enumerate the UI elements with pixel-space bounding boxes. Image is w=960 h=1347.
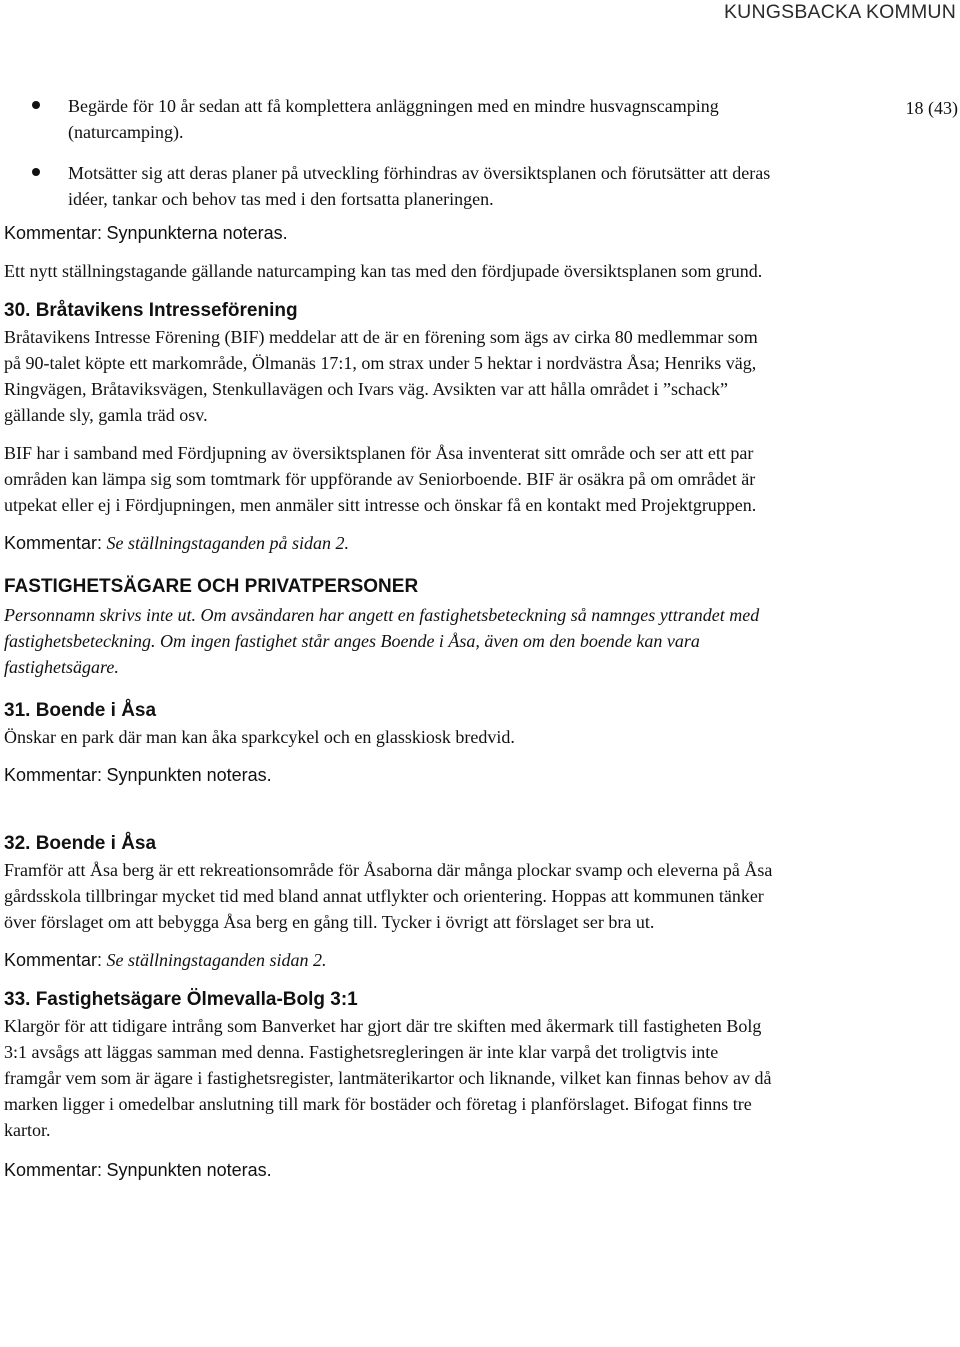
comment-label: Kommentar:	[4, 223, 103, 243]
section-32-paragraph: Framför att Åsa berg är ett rekreationsområde för Åsaborna där många plockar svamp och eleverna på Åsa gårdsskola tillbringar mycket tid med bland annat utflykter och orientering. Hoppas att kommunen tänker över förslaget om att bebygga Åsa berg en gång till. Tycker i övrigt att förslaget ser bra ut.	[4, 860, 773, 932]
group-note: Personnamn skrivs inte ut. Om avsändaren har angett en fastighetsbeteckning så namnges yttrandet med fastighetsbeteckning. Om ingen fastighet står anges Boende i Åsa, även om den boende kan vara fastighetsägare.	[4, 605, 760, 677]
comment-line	[4, 220, 774, 246]
bullet-dot-icon	[32, 168, 40, 176]
group-heading: FASTIGHETSÄGARE OCH PRIVATPERSONER	[4, 576, 419, 597]
section-31-paragraph: Önskar en park där man kan åka sparkcykel och en glasskiosk bredvid.	[4, 727, 515, 747]
bullet-item	[4, 93, 778, 145]
bullet-list	[4, 93, 774, 212]
comment-line	[4, 762, 774, 788]
section-heading-33: 33. Fastighetsägare Ölmevalla-Bolg 3:1	[4, 989, 358, 1010]
section-30-paragraph-2: BIF har i samband med Fördjupning av översiktsplanen för Åsa inventerat sitt område och ser att ett par områden kan lämpa sig som tomtmark för uppförande av Seniorboende. BIF är osäkra på om området är utpekat eller ej i Fördjupningen, men anmäler sitt intresse och önskar få en kontakt med Projektgruppen.	[4, 443, 757, 515]
comment-value: Se ställningstaganden sidan 2.	[106, 950, 327, 970]
section-heading-30: 30. Bråtavikens Intresseförening	[4, 300, 298, 321]
bullet-text: Begärde för 10 år sedan att få komplettera anläggningen med en mindre husvagnscamping (naturcamping).	[68, 96, 719, 142]
document-body	[4, 93, 774, 1183]
comment-value: Se ställningstaganden på sidan 2.	[106, 533, 350, 553]
comment-value: Synpunkten noteras.	[106, 765, 272, 785]
comment-line	[4, 1157, 774, 1183]
bullet-text: Motsätter sig att deras planer på utveckling förhindras av översiktsplanen och förutsätter att deras idéer, tankar och behov tas med i den fortsatta planeringen.	[68, 163, 771, 209]
comment-value: Synpunkten noteras.	[106, 1160, 272, 1180]
intro-paragraph: Ett nytt ställningstagande gällande naturcamping kan tas med den fördjupade översiktsplanen som grund.	[4, 261, 763, 281]
comment-label: Kommentar:	[4, 1160, 103, 1180]
comment-label: Kommentar:	[4, 950, 103, 970]
comment-label: Kommentar:	[4, 533, 103, 553]
comment-line	[4, 947, 774, 973]
organization-header: KUNGSBACKA KOMMUN	[723, 1, 956, 23]
bullet-item	[4, 160, 778, 212]
section-33-paragraph: Klargör för att tidigare intrång som Banverket har gjort där tre skiften med åkermark till fastigheten Bolg 3:1 avsågs att läggas samman med denna. Fastighetsregleringen är inte klar varpå det troligtvis inte framgår vem som är ägare i fastighetsregister, lantmäterikartor och liknande, vilket kan finnas behov av då marken ligger i omedelbar anslutning till mark för bostäder och företag i planförslaget. Bifogat finns tre kartor.	[4, 1016, 772, 1140]
section-30-paragraph-1: Bråtavikens Intresse Förening (BIF) meddelar att de är en förening som ägs av cirka 80 medlemmar som på 90-talet köpte ett markområde, Ölmanäs 17:1, om strax under 5 hektar i nordvästra Åsa; Henriks väg, Ringvägen, Bråtaviksvägen, Stenkullavägen och Ivars väg. Avsikten var att hålla området i ”schack” gällande sly, gamla träd osv.	[4, 327, 758, 425]
comment-value: Synpunkterna noteras.	[106, 223, 288, 243]
bullet-dot-icon	[32, 101, 40, 109]
page-number: 18 (43)	[905, 98, 958, 118]
comment-label: Kommentar:	[4, 765, 103, 785]
comment-line	[4, 530, 774, 556]
section-heading-31: 31. Boende i Åsa	[4, 700, 157, 721]
section-heading-32: 32. Boende i Åsa	[4, 833, 157, 854]
